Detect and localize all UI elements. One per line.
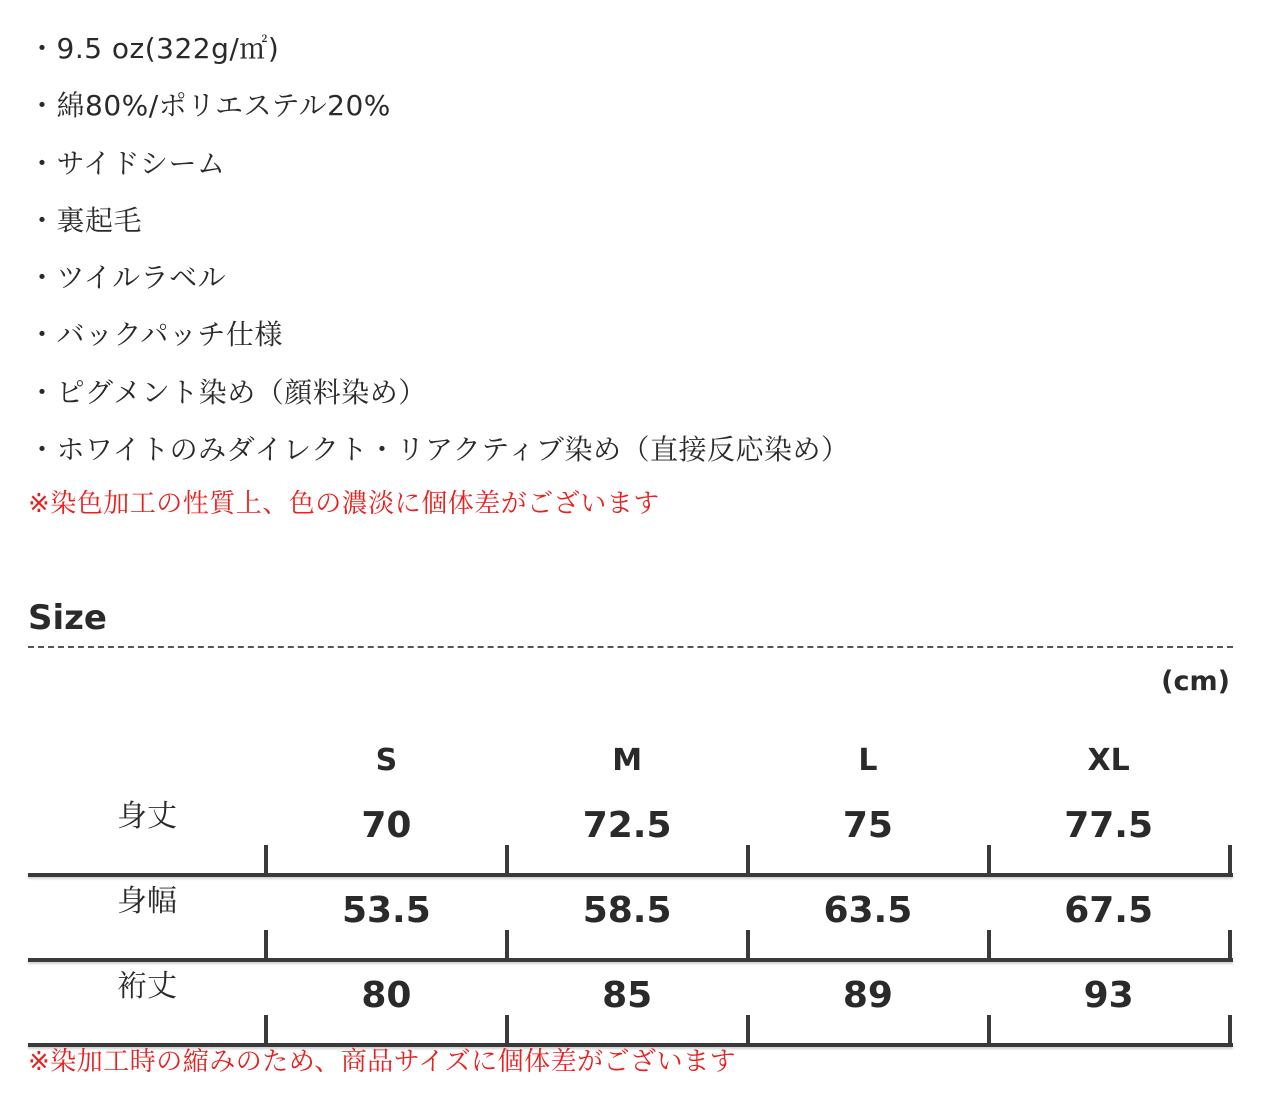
feature-item-weight: ・9.5 oz(322g/㎡): [28, 32, 280, 65]
feature-item-material: ・綿80%/ポリエステル20%: [28, 89, 391, 123]
column-tick: [987, 930, 991, 962]
size-table: [28, 730, 1233, 1047]
feature-item-back-patch: ・バックパッチ仕様: [28, 318, 283, 352]
feature-item-reactive-dye: ・ホワイトのみダイレクト・リアクティブ染め（直接反応染め）: [28, 433, 850, 467]
row-label-width: 身幅: [117, 884, 177, 919]
value-width-xl: 67.5: [1064, 890, 1154, 931]
value-sleeve-l: 89: [842, 975, 893, 1016]
column-tick: [746, 930, 750, 962]
value-sleeve-xl: 93: [1083, 975, 1134, 1016]
column-tick: [505, 930, 509, 962]
column-tick: [1228, 930, 1232, 962]
column-tick: [505, 845, 509, 877]
value-width-l: 63.5: [823, 890, 913, 931]
value-width-s: 53.5: [341, 890, 431, 931]
value-length-xl: 77.5: [1064, 805, 1154, 846]
row-label-sleeve: 裄丈: [117, 969, 177, 1004]
feature-item-side-seam: ・サイドシーム: [28, 146, 226, 180]
column-tick: [987, 1015, 991, 1047]
column-tick: [1228, 845, 1232, 877]
feature-item-brushed-lining: ・裏起毛: [28, 203, 143, 237]
feature-list: [28, 20, 1248, 478]
size-note: ※染加工時の縮みのため、商品サイズに個体差がございます: [28, 1047, 737, 1077]
size-row-width: [28, 877, 1233, 962]
column-tick: [264, 845, 268, 877]
size-row-length: [28, 792, 1233, 877]
value-sleeve-s: 80: [361, 975, 412, 1016]
feature-item-pigment-dye: ・ピグメント染め（顔料染め）: [28, 375, 427, 409]
column-tick: [264, 930, 268, 962]
size-header-xl: XL: [1087, 743, 1130, 778]
value-length-s: 70: [361, 805, 412, 846]
size-header-m: M: [612, 743, 643, 778]
feature-item-twill-label: ・ツイルラベル: [28, 261, 227, 295]
value-length-m: 72.5: [582, 805, 672, 846]
size-header-row: [28, 730, 1233, 792]
size-header-s: S: [375, 743, 398, 778]
size-row-sleeve: [28, 962, 1233, 1047]
column-tick: [987, 845, 991, 877]
value-sleeve-m: 85: [602, 975, 653, 1016]
column-tick: [746, 1015, 750, 1047]
dye-note: ※染色加工の性質上、色の濃淡に個体差がございます: [28, 489, 660, 519]
size-header-l: L: [858, 743, 878, 778]
value-length-l: 75: [842, 805, 893, 846]
column-tick: [1228, 1015, 1232, 1047]
column-tick: [746, 845, 750, 877]
unit-label: (cm): [1161, 666, 1230, 697]
size-section-title: Size: [28, 598, 107, 638]
row-label-length: 身丈: [117, 799, 177, 834]
value-width-m: 58.5: [582, 890, 672, 931]
section-divider: [28, 646, 1233, 648]
